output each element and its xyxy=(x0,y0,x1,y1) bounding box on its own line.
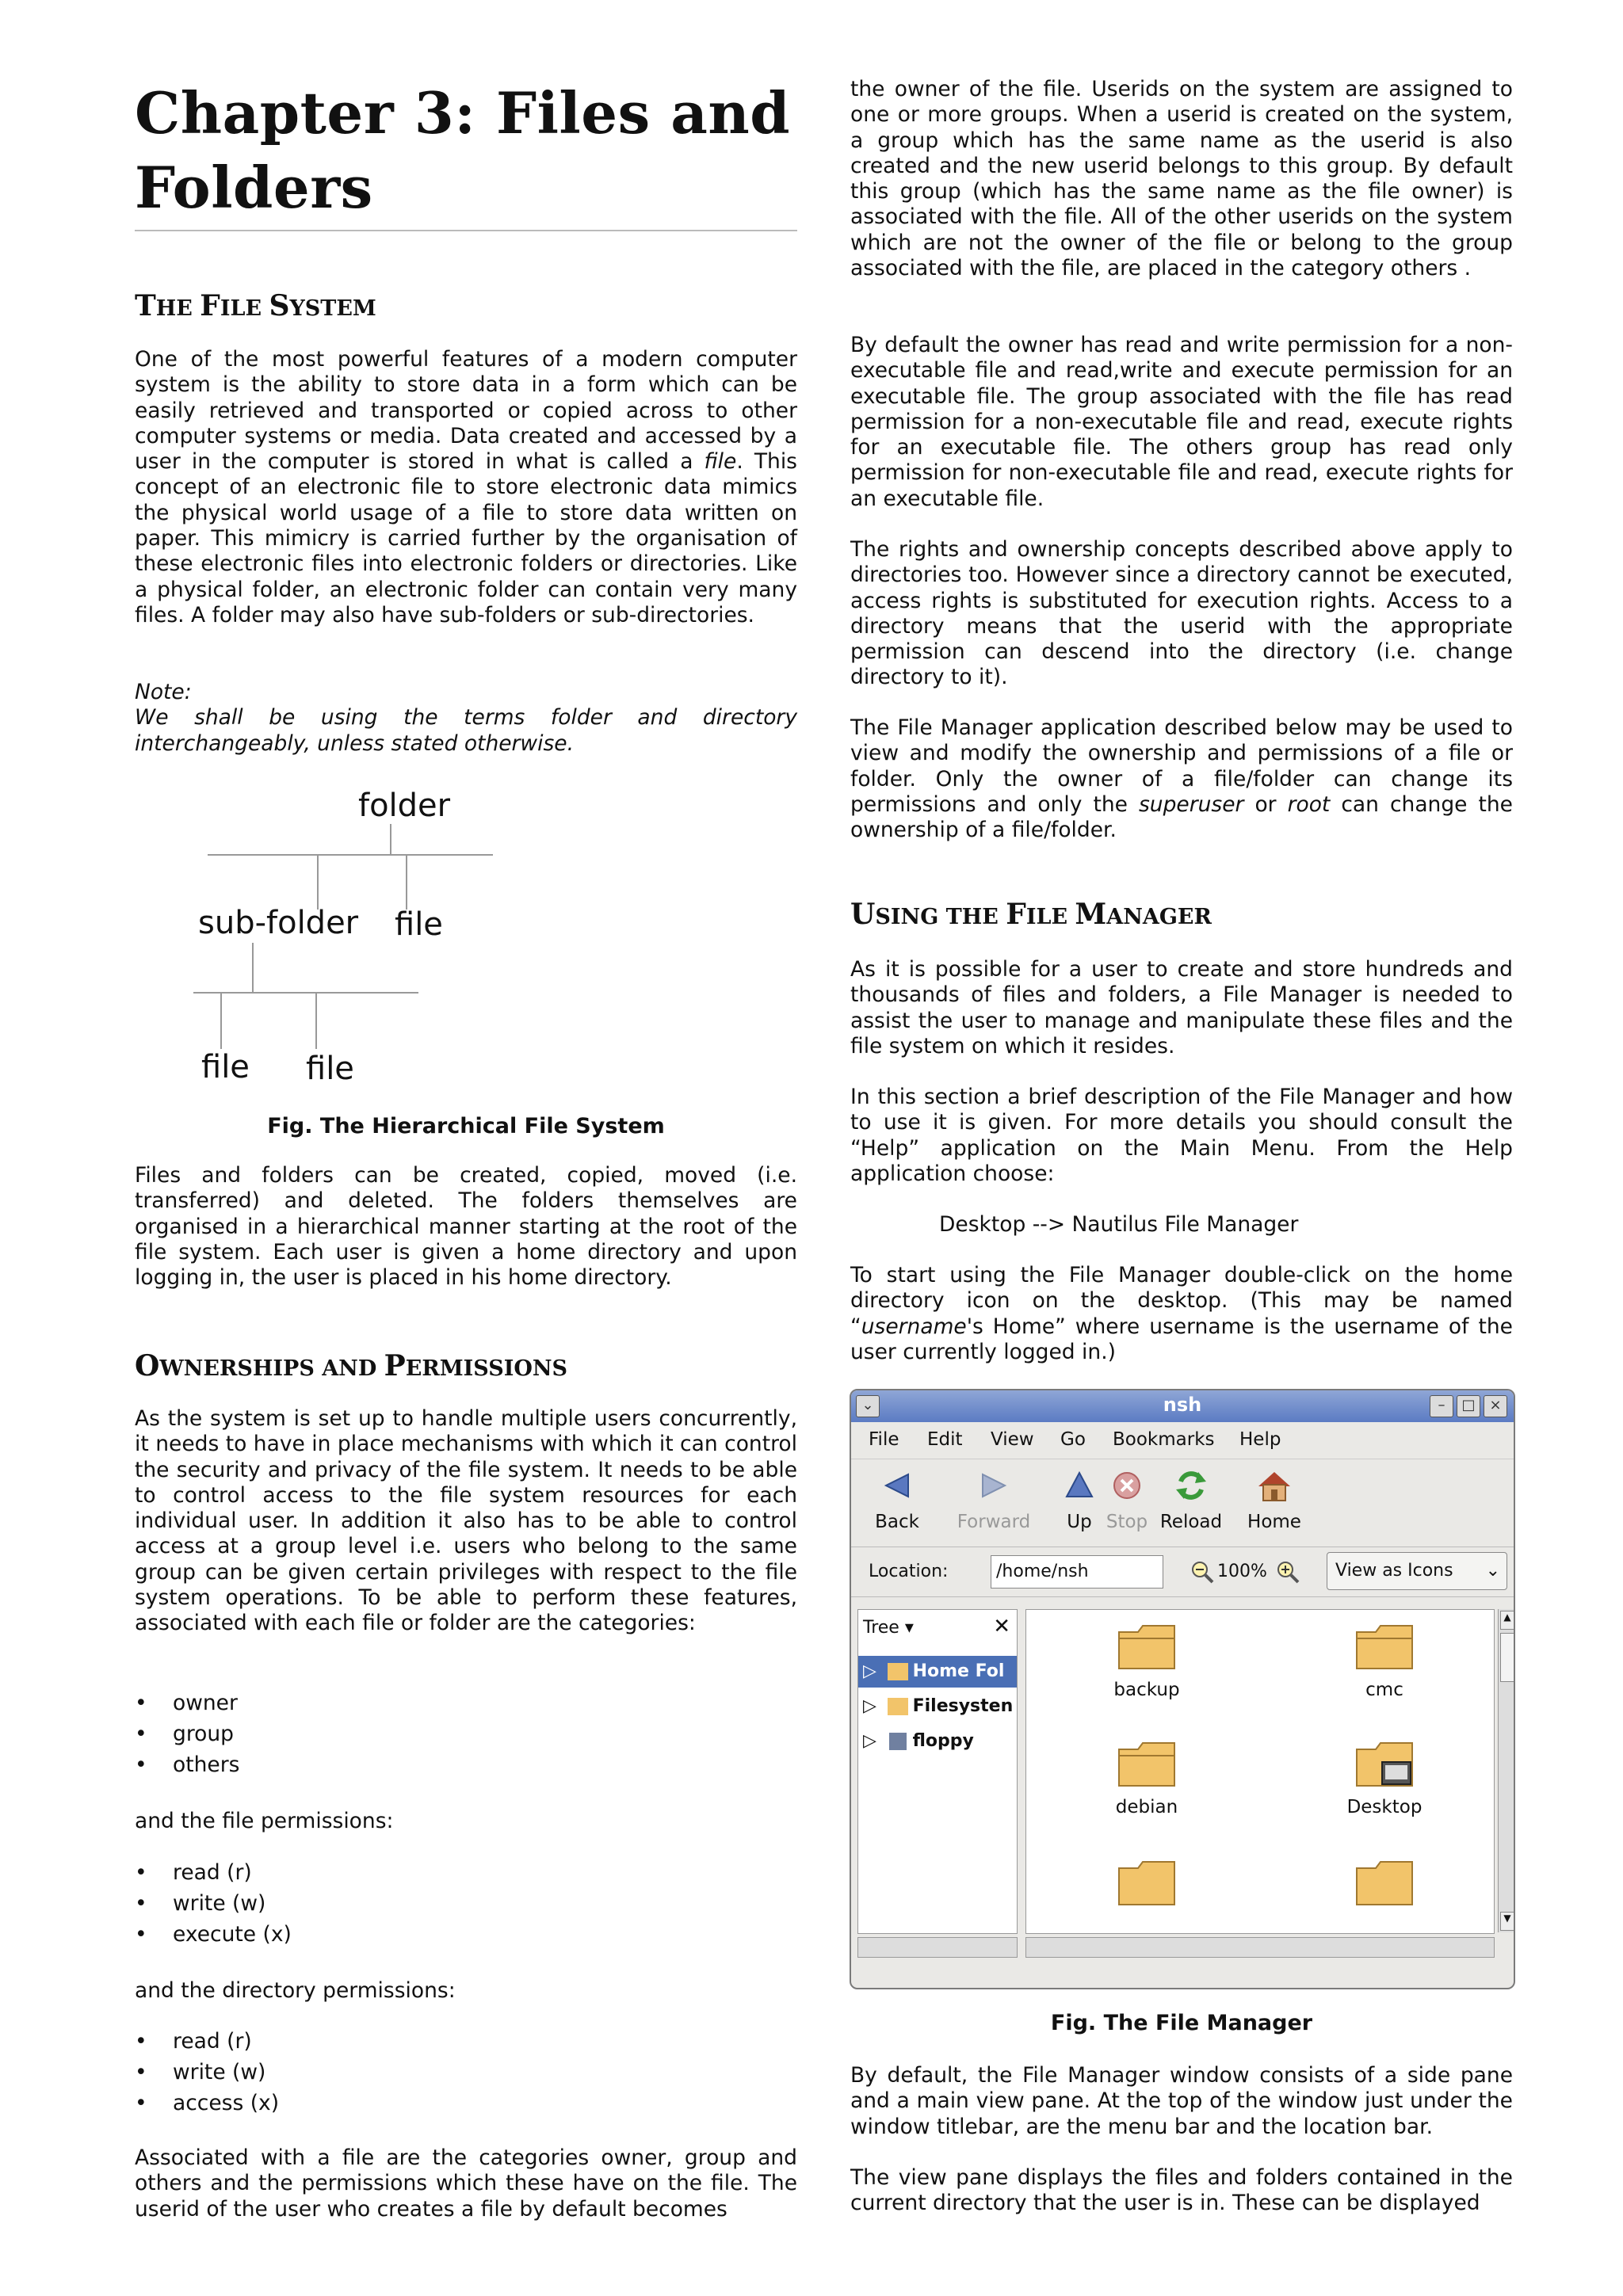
floppy-icon xyxy=(889,1733,907,1750)
view-pane xyxy=(1025,1609,1495,1934)
menu-file[interactable]: File xyxy=(869,1429,899,1450)
home-icon xyxy=(1257,1469,1292,1502)
tree-caption: Fig. The Hierarchical File System xyxy=(267,1114,665,1138)
up-button[interactable]: Up xyxy=(1056,1467,1103,1532)
close-button[interactable]: × xyxy=(1484,1395,1507,1417)
tree-item-home[interactable]: ▷ Home Fol xyxy=(858,1656,1017,1688)
location-input[interactable]: /home/nsh xyxy=(991,1555,1163,1589)
chapter-title-line2: Folders xyxy=(135,154,373,221)
tree-line xyxy=(193,992,418,994)
tree-file-label: file xyxy=(395,906,443,943)
folder-item-desktop[interactable]: Desktop xyxy=(1305,1738,1464,1817)
zoom-level: 100% xyxy=(1217,1562,1267,1581)
side-pane-selector[interactable]: Tree ▾ xyxy=(863,1618,914,1638)
tree-file-label: file xyxy=(201,1049,250,1085)
paragraph-help: In this section a brief description of the File Manager and how to use it is given. For more details you should consult the “Help” application on the Main Menu. From the Help application choose: xyxy=(850,1085,1513,1186)
tree-item-floppy[interactable]: ▷ floppy xyxy=(863,1731,974,1751)
forward-button[interactable]: Forward xyxy=(946,1467,1041,1532)
scroll-up-icon[interactable]: ▲ xyxy=(1500,1611,1514,1630)
paragraph-view-pane: The view pane displays the files and folders contained in the current directory that the user is in. These can be displayed xyxy=(850,2165,1513,2216)
folder-item[interactable] xyxy=(1067,1857,1226,1916)
menu-view[interactable]: View xyxy=(991,1429,1034,1450)
folder-icon xyxy=(1354,1857,1415,1909)
list-item: • owner xyxy=(135,1688,239,1718)
side-horizontal-scrollbar[interactable] xyxy=(857,1937,1018,1958)
paragraph-associated: Associated with a file are the categories owner, group and others and the permissions which these have on the file. The userid of the user who creates a file by default becomes xyxy=(135,2145,797,2222)
home-button[interactable]: Home xyxy=(1243,1467,1306,1532)
dir-perm-intro: and the directory permissions: xyxy=(135,1978,456,2003)
dir-perms-list xyxy=(135,2026,279,2119)
list-item: • execute (x) xyxy=(135,1919,292,1950)
expander-icon: ▷ xyxy=(863,1731,876,1751)
home-folder-icon xyxy=(888,1663,908,1680)
tree-line xyxy=(317,854,319,910)
paragraph-start: To start using the File Manager double-click on the home directory icon on the desktop. (This may be named “username's Home” where username is the username of the user currently logged in.) xyxy=(850,1263,1513,1364)
reload-icon xyxy=(1174,1469,1208,1502)
close-pane-icon[interactable]: ✕ xyxy=(993,1615,1010,1638)
note-text: We shall be using the terms folder and directory interchangeably, unless stated otherwise. xyxy=(135,705,797,756)
categories-list xyxy=(135,1688,239,1780)
note xyxy=(135,680,797,757)
paragraph-default-window: By default, the File Manager window consists of a side pane and a main view pane. At the top of the window just under the window titlebar, are the menu bar and the location bar. xyxy=(850,2063,1513,2139)
stop-icon xyxy=(1111,1470,1143,1501)
emphasis-file: file xyxy=(704,449,737,475)
vertical-scrollbar[interactable] xyxy=(1498,1609,1514,1932)
tree-line xyxy=(390,824,391,854)
folder-icon xyxy=(888,1698,908,1715)
menu-bookmarks[interactable]: Bookmarks xyxy=(1113,1429,1215,1450)
tree-line xyxy=(208,854,493,856)
list-item: • write (w) xyxy=(135,1888,292,1919)
expander-icon: ▷ xyxy=(863,1696,876,1716)
window-menu-button[interactable]: ⌄ xyxy=(856,1395,880,1417)
back-arrow-icon xyxy=(881,1470,913,1501)
paragraph-files-folders: Files and folders can be created, copied, moved (i.e. transferred) and deleted. The folders themselves are organised in a hierarchical manner starting at the root of the file system. Each user is given a home directory and upon logging in, the user is placed in his home directory. xyxy=(135,1163,797,1291)
maximize-button[interactable]: □ xyxy=(1457,1395,1480,1417)
zoom-in-icon[interactable] xyxy=(1276,1560,1300,1584)
folder-icon xyxy=(1116,1621,1178,1673)
tree-folder-label: folder xyxy=(358,788,451,824)
view-as-select[interactable]: View as Icons ⌄ xyxy=(1327,1552,1507,1590)
section-heading-file-system: THE FILE SYSTEM xyxy=(135,289,376,322)
expander-icon: ▷ xyxy=(863,1661,876,1681)
title-rule xyxy=(135,230,797,231)
paragraph-directories: The rights and ownership concepts described above apply to directories too. However since a directory cannot be executed, access rights is substituted for execution rights. Access to a directory means that the userid with the appropriate permission can descend into the directory (i.e. change directory to it). xyxy=(850,537,1513,690)
folder-icon xyxy=(1116,1857,1178,1909)
menu-bar xyxy=(851,1422,1514,1457)
forward-arrow-icon xyxy=(978,1470,1010,1501)
note-label: Note: xyxy=(135,680,192,704)
section-heading-ownerships: OWNERSHIPS AND PERMISSIONS xyxy=(135,1349,568,1383)
folder-item[interactable] xyxy=(1305,1857,1464,1916)
window-titlebar xyxy=(851,1390,1514,1422)
file-perms-list xyxy=(135,1857,292,1950)
side-pane xyxy=(857,1609,1018,1934)
help-path: Desktop --> Nautilus File Manager xyxy=(939,1212,1299,1237)
folder-item-backup[interactable]: backup xyxy=(1067,1621,1226,1700)
section-heading-file-manager: USING THE FILE MANAGER xyxy=(850,898,1212,931)
scroll-down-icon[interactable]: ▼ xyxy=(1500,1912,1514,1931)
paragraph-file-manager-need: As it is possible for a user to create and store hundreds and thousands of files and folders, a File Manager is needed to assist the user to manage and manipulate these files and the file system on which it resides. xyxy=(850,957,1513,1058)
paragraph-default-perms: By default the owner has read and write permission for a non-executable file and read,write and execute permission for an executable file. The group associated with the file has read permission for a non-executable file and read, execute rights for an executable file. The others group has read only permission for non-executable file and read, execute rights for an executable file. xyxy=(850,333,1513,511)
menu-help[interactable]: Help xyxy=(1239,1429,1281,1450)
tree-line xyxy=(252,943,254,992)
folder-item-debian[interactable]: debian xyxy=(1067,1738,1226,1817)
zoom-out-icon[interactable] xyxy=(1190,1560,1214,1584)
file-perm-intro: and the file permissions: xyxy=(135,1809,394,1833)
menu-go[interactable]: Go xyxy=(1060,1429,1086,1450)
paragraph-ownership: As the system is set up to handle multiple users concurrently, it needs to have in place mechanisms with which it can control the security and privacy of the file system. It needs to be able to control access to the file system resources for each individual user. In addition it also has to be able to control access at a group level i.e. users who belong to the same group can be given certain privileges with respect to the file system operations. To be able to perform these features, associated with each file or folder are the categories: xyxy=(135,1406,797,1636)
list-item: • write (w) xyxy=(135,2057,279,2088)
tree-subfolder-label: sub-folder xyxy=(198,905,359,941)
chapter-title-line1: Chapter 3: Files and xyxy=(135,79,791,147)
minimize-button[interactable]: – xyxy=(1430,1395,1453,1417)
list-item: • read (r) xyxy=(135,1857,292,1888)
back-button[interactable]: Back xyxy=(865,1467,929,1532)
menu-edit[interactable]: Edit xyxy=(927,1429,963,1450)
reload-button[interactable]: Reload xyxy=(1155,1467,1227,1532)
tree-file-label: file xyxy=(306,1051,354,1087)
file-manager-caption: Fig. The File Manager xyxy=(1050,2011,1313,2035)
toolbar xyxy=(851,1459,1514,1547)
paragraph-file-manager-perms: The File Manager application described below may be used to view and modify the ownership and permissions of a file or folder. Only the owner of a file/folder can change its permissions and only the superuser or root can change the ownership of a file/folder. xyxy=(850,715,1513,843)
tree-item-filesystem[interactable]: ▷ Filesysten xyxy=(863,1696,1014,1716)
folder-icon xyxy=(1354,1621,1415,1673)
location-bar xyxy=(851,1546,1514,1597)
scroll-thumb[interactable] xyxy=(1500,1633,1514,1682)
list-item: • access (x) xyxy=(135,2088,279,2119)
folder-item-cmc[interactable]: cmc xyxy=(1305,1621,1464,1700)
tree-line xyxy=(220,992,222,1049)
folder-icon xyxy=(1116,1738,1178,1791)
up-arrow-icon xyxy=(1064,1470,1095,1501)
tree-line xyxy=(406,854,407,910)
file-manager-window xyxy=(850,1389,1515,1989)
desktop-folder-icon xyxy=(1354,1738,1415,1791)
hierarchy-diagram xyxy=(135,784,797,1101)
list-item: • group xyxy=(135,1718,239,1749)
list-item: • read (r) xyxy=(135,2026,279,2057)
location-label: Location: xyxy=(869,1562,949,1581)
paragraph-owner: the owner of the file. Userids on the system are assigned to one or more groups. When a userid is created on the system, a group which has the same name as the userid is also created and the new userid belongs to this group. By default this group (which has the same name as the file owner) is associated with the file. All of the other userids on the system which are not the owner of the file or belong to the group associated with the file, are placed in the category others . xyxy=(850,77,1513,281)
window-title: nsh xyxy=(1163,1394,1202,1416)
tree-line xyxy=(315,992,317,1049)
chevron-down-icon: ⌄ xyxy=(1485,1561,1500,1581)
paragraph-file-system: One of the most powerful features of a modern computer system is the ability to store data in a form which can be easily retrieved and transported or copied across to other computer systems or media. Data created and accessed by a user in the computer is stored in what is called a file. This concept of an electronic file to store electronic data mimics the physical world usage of a file to store data written on paper. This mimicry is carried further by the organisation of these electronic files into electronic folders or directories. Like a physical folder, an electronic folder can contain very many files. A folder may also have sub-folders or sub-directories. xyxy=(135,347,797,627)
main-horizontal-scrollbar[interactable] xyxy=(1025,1937,1495,1958)
list-item: • others xyxy=(135,1749,239,1780)
stop-button[interactable]: Stop xyxy=(1103,1467,1151,1532)
chapter-title xyxy=(135,76,790,225)
